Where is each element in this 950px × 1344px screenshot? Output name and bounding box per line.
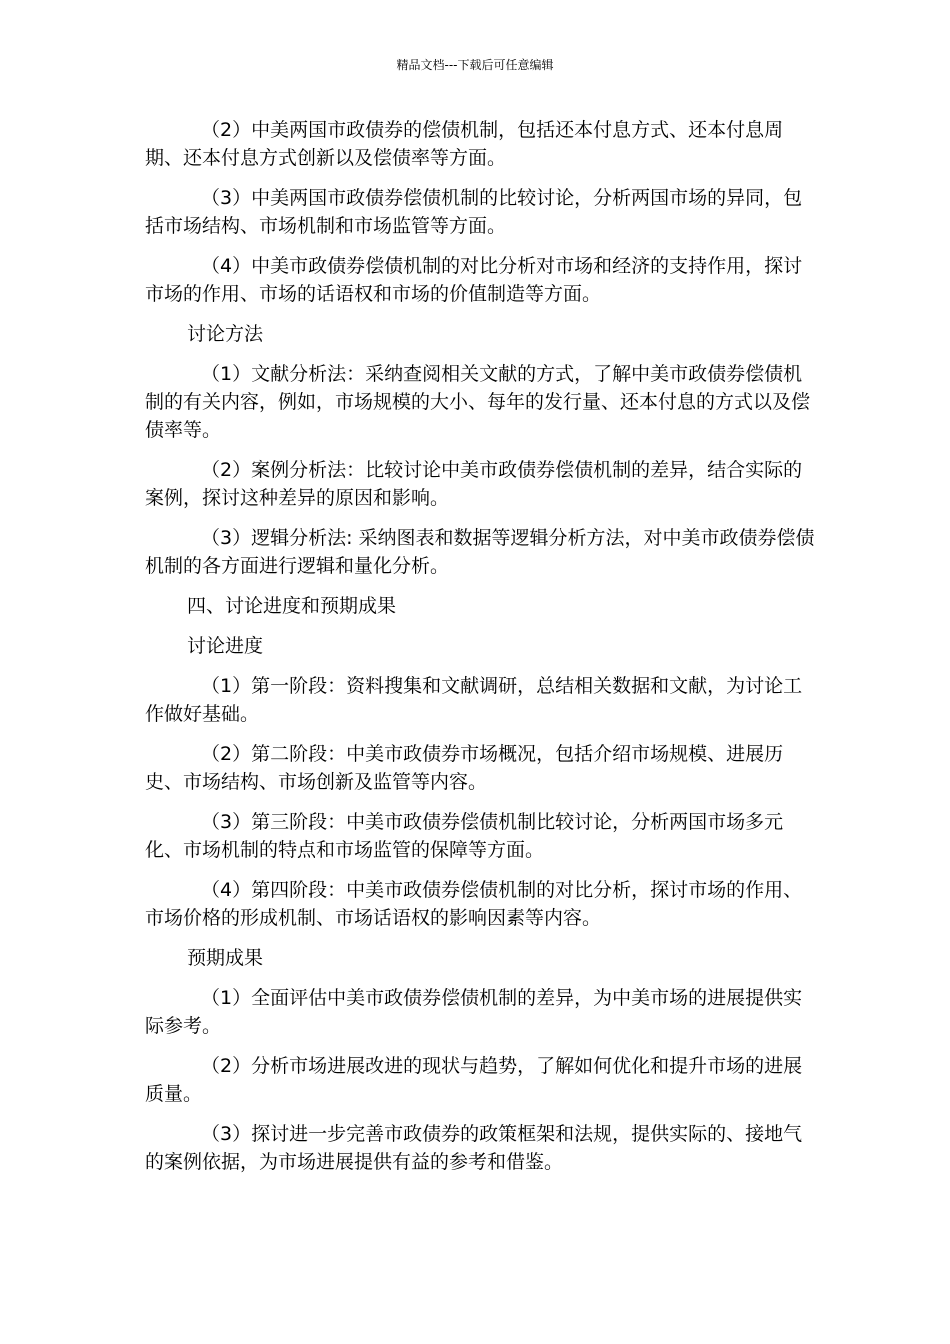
paragraph-stage-2: （2）第二阶段：中美市政债券市场概况，包括介绍市场规模、进展历史、市场结构、市场创新及监管等内容。: [145, 743, 784, 793]
paragraph-method-2: （2）案例分析法：比较讨论中美市政债券偿债机制的差异，结合实际的案例，探讨这种差异的原因和影响。: [145, 459, 803, 509]
paragraph-method-1: （1）文献分析法：采纳查阅相关文献的方式，了解中美市政债券偿债机制的有关内容，例如，市场规模的大小、每年的发行量、还本付息的方式以及偿债率等。: [145, 363, 811, 441]
paragraph-research-content-2: （2）中美两国市政债券的偿债机制，包括还本付息方式、还本付息周期、还本付息方式创新以及偿债率等方面。: [145, 119, 784, 169]
heading-research-methods: 讨论方法: [187, 323, 264, 345]
heading-expected-results: 预期成果: [187, 947, 264, 969]
paragraph-stage-3: （3）第三阶段：中美市政债券偿债机制比较讨论，分析两国市场多元化、市场机制的特点和市场监管的保障等方面。: [145, 811, 784, 861]
heading-research-progress: 讨论进度: [187, 635, 264, 657]
page-header: 精品文档---下载后可任意编辑: [396, 58, 554, 72]
paragraph-stage-4: （4）第四阶段：中美市政债券偿债机制的对比分析，探讨市场的作用、市场价格的形成机制、市场话语权的影响因素等内容。: [145, 879, 803, 929]
paragraph-stage-1: （1）第一阶段：资料搜集和文献调研，总结相关数据和文献，为讨论工作做好基础。: [145, 675, 803, 725]
paragraph-result-2: （2）分析市场进展改进的现状与趋势，了解如何优化和提升市场的进展质量。: [145, 1055, 803, 1105]
paragraph-method-3: （3）逻辑分析法: 采纳图表和数据等逻辑分析方法，对中美市政债券偿债机制的各方面进行逻辑和量化分析。: [145, 527, 815, 577]
paragraph-result-3: （3）探讨进一步完善市政债券的政策框架和法规，提供实际的、接地气的案例依据，为市场进展提供有益的参考和借鉴。: [145, 1123, 803, 1173]
heading-section-four: 四、讨论进度和预期成果: [187, 595, 397, 617]
paragraph-research-content-3: （3）中美两国市政债券偿债机制的比较讨论，分析两国市场的异同，包括市场结构、市场机制和市场监管等方面。: [145, 187, 803, 237]
paragraph-result-1: （1）全面评估中美市政债券偿债机制的差异，为中美市场的进展提供实际参考。: [145, 987, 803, 1037]
paragraph-research-content-4: （4）中美市政债券偿债机制的对比分析对市场和经济的支持作用，探讨市场的作用、市场的话语权和市场的价值制造等方面。: [145, 255, 803, 305]
document-body: [145, 116, 815, 1188]
